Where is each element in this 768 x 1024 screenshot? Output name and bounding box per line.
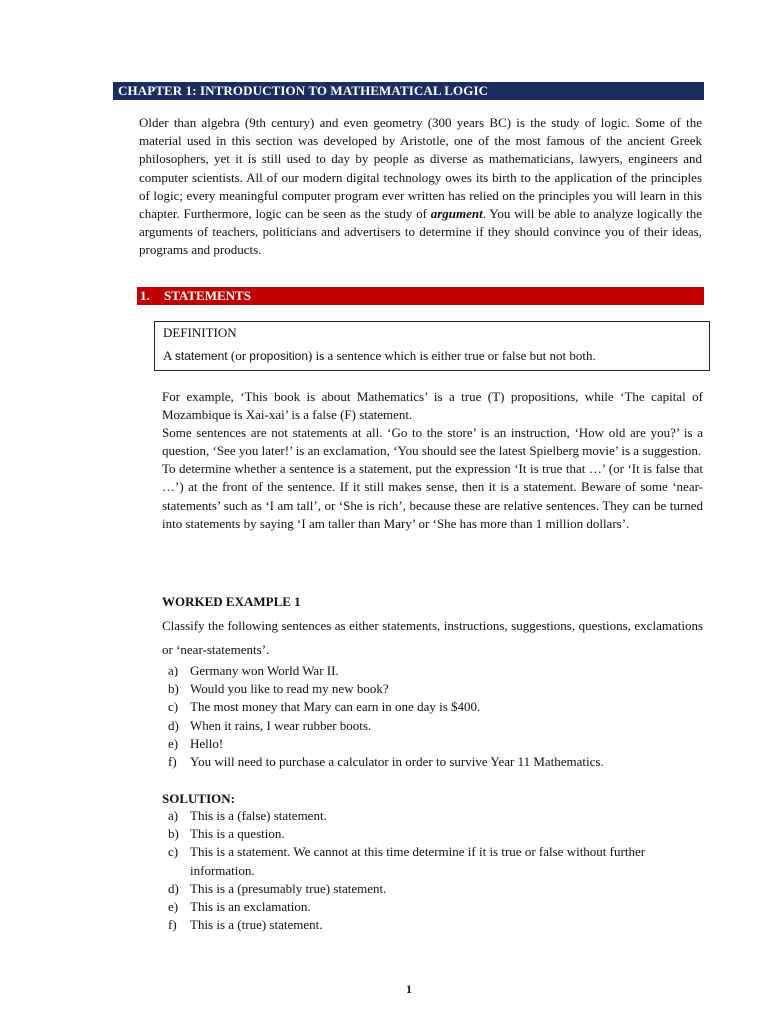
list-item: a) This is a (false) statement. xyxy=(168,808,327,823)
worked-example-heading: WORKED EXAMPLE 1 xyxy=(162,594,301,609)
list-item: a) Germany won World War II. xyxy=(168,663,339,678)
list-item: b) This is a question. xyxy=(168,826,285,842)
body-paragraph: Some sentences are not statements at all. ‘Go to the store’ is an instruction, ‘How old are you?’ is a question, ‘See you later!’ is an exclamation, ‘You should see the latest Spielberg movie’ is a suggestion. xyxy=(162,425,703,459)
statements-body xyxy=(162,388,703,533)
solution-list xyxy=(168,807,703,934)
intro-paragraph xyxy=(139,114,702,260)
list-item: f) This is a (true) statement. xyxy=(168,917,323,933)
definition-box xyxy=(154,321,710,371)
list-item: e) Hello! xyxy=(168,735,224,751)
definition-prefix: A xyxy=(163,348,175,363)
list-item: d) When it rains, I wear rubber boots. xyxy=(168,717,372,733)
worked-example-list xyxy=(168,662,703,771)
intro-text-1: Older than algebra (9th century) and even geometry (300 years BC) is the study of logic. Some of the material used in this section was developed by Aristotle, one of the most famous of the ancient Greek philosophers, yet it is still used to day by people as diverse as mathematicians, lawyers, engineers and computer scientists. All of our modern digital technology owes its birth to the application of the principles of logic; every meaningful computer program ever written has relied on the principles you will learn in this chapter. Furthermore, logic can be seen as the study of xyxy=(139,115,702,222)
body-paragraph: To determine whether a sentence is a statement, put the expression ‘It is true that …’ (or ‘It is false that …’) at the front of the sentence. If it still makes sense, then it is a statement. Beware of some ‘near-statements’ such as ‘I am tall’, or ‘She is rich’, because these are relative sentences. They can be turned into statements by saying ‘I am taller than Mary’ or ‘She has more than 1 million dollars’. xyxy=(162,461,703,531)
definition-suffix: ) is a sentence which is either true or false but not both. xyxy=(308,348,596,363)
section-number: 1. xyxy=(140,288,150,303)
section-heading xyxy=(137,287,704,305)
definition-term-proposition: proposition xyxy=(249,349,309,363)
definition-text xyxy=(163,347,701,365)
page-number: 1 xyxy=(406,982,412,996)
intro-emphasis: argument xyxy=(430,206,483,222)
list-item: d) This is a (presumably true) statement. xyxy=(168,880,387,896)
list-item: f) You will need to purchase a calculator in order to survive Year 11 Mathematics. xyxy=(168,754,604,770)
definition-title: DEFINITION xyxy=(163,325,237,340)
worked-example-task: Classify the following sentences as either statements, instructions, suggestions, questions, exclamations or ‘near-statements’. xyxy=(162,618,703,657)
list-item: b) Would you like to read my new book? xyxy=(168,681,389,697)
section-title: STATEMENTS xyxy=(164,288,251,303)
list-item: e) This is an exclamation. xyxy=(168,899,311,915)
list-item: c) The most money that Mary can earn in one day is $400. xyxy=(168,699,481,715)
intro-text-2: . You will be able to analyze logically the arguments of teachers, politicians and advertisers to determine if they should convince you of their ideas, programs and products. xyxy=(139,206,702,258)
chapter-title: CHAPTER 1: INTRODUCTION TO MATHEMATICAL LOGIC xyxy=(113,82,704,100)
list-item: c) This is a statement. We cannot at this time determine if it is true or false without further information. xyxy=(168,844,646,878)
definition-term-statement: statement xyxy=(174,349,228,363)
solution-heading: SOLUTION: xyxy=(162,791,235,806)
body-paragraph: For example, ‘This book is about Mathematics’ is a true (T) propositions, while ‘The capital of Mozambique is Xai-xai’ is a false (F) statement. xyxy=(162,389,703,423)
definition-mid: (or xyxy=(227,348,250,363)
